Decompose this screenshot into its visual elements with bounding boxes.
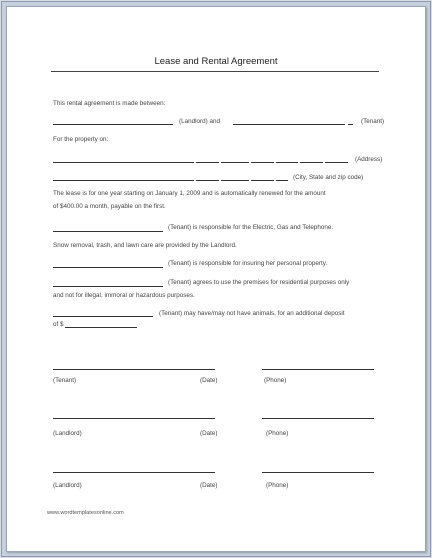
document-window-frame xyxy=(1,1,431,557)
utilities-tenant-field[interactable] xyxy=(53,231,163,232)
term-text-line2: of $400.00 a month, payable on the first. xyxy=(53,203,166,210)
term-text-line1: The lease is for one year starting on January 1, 2009 and is automatically renewed for the amount xyxy=(53,190,326,197)
animals-text-line1: (Tenant) may have/may not have animals, for an additional deposit xyxy=(159,310,345,317)
signature-role-label: (Landlord) xyxy=(53,482,82,489)
address-field-seg7[interactable] xyxy=(325,162,348,163)
address-field-seg6[interactable] xyxy=(300,162,323,163)
city-field-seg2[interactable] xyxy=(196,180,219,181)
city-field-seg1[interactable] xyxy=(53,180,194,181)
address-field-seg5[interactable] xyxy=(276,162,298,163)
landlord2-signature-field[interactable] xyxy=(53,472,215,473)
signature-date-label: (Date) xyxy=(200,430,218,437)
address-field-seg1[interactable] xyxy=(53,162,194,163)
landlord-signature-field[interactable] xyxy=(53,418,215,419)
signature-date-label: (Date) xyxy=(200,377,218,384)
signature-phone-label: (Phone) xyxy=(266,430,289,437)
utilities-text: (Tenant) is responsible for the Electric, Gas and Telephone. xyxy=(168,224,334,231)
use-tenant-field[interactable] xyxy=(53,286,163,287)
landlord-name-field[interactable] xyxy=(53,124,173,125)
signature-phone-label: (Phone) xyxy=(264,377,287,384)
tenant-name-field[interactable] xyxy=(233,124,345,125)
city-field-seg3[interactable] xyxy=(221,180,249,181)
tenant-label: (Tenant) xyxy=(361,118,385,125)
signature-date-label: (Date) xyxy=(200,482,218,489)
address-field-seg3[interactable] xyxy=(221,162,249,163)
address-label: (Address) xyxy=(355,156,383,163)
signature-role-label: (Tenant) xyxy=(53,377,77,384)
landlord-phone-field[interactable] xyxy=(262,418,374,419)
landlord-label: (Landlord) and xyxy=(179,118,220,125)
insurance-tenant-field[interactable] xyxy=(53,267,163,268)
animals-tenant-field[interactable] xyxy=(53,316,153,317)
city-field-seg4[interactable] xyxy=(251,180,274,181)
deposit-amount-field[interactable] xyxy=(65,327,137,328)
snow-removal-text: Snow removal, trash, and lawn care are provided by the Landlord. xyxy=(53,242,237,249)
intro-text: This rental agreement is made between: xyxy=(53,100,166,107)
deposit-prefix: of $ xyxy=(53,321,64,328)
address-field-seg4[interactable] xyxy=(251,162,274,163)
use-text-line2: and not for illegal, immoral or hazardous purposes. xyxy=(53,292,195,299)
document-page xyxy=(6,6,426,552)
address-field-seg2[interactable] xyxy=(196,162,219,163)
tenant-phone-field[interactable] xyxy=(262,369,374,370)
signature-phone-label: (Phone) xyxy=(266,482,289,489)
tenant-name-field-end xyxy=(348,124,353,125)
insurance-text: (Tenant) is responsible for insuring her personal property. xyxy=(168,260,328,267)
property-intro-text: For the property on: xyxy=(53,136,109,143)
use-text-line1: (Tenant) agrees to use the premises for residential purposes only xyxy=(168,279,350,286)
tenant-signature-field[interactable] xyxy=(53,369,215,370)
landlord2-phone-field[interactable] xyxy=(262,472,374,473)
signature-role-label: (Landlord) xyxy=(53,430,82,437)
page-title: Lease and Rental Agreement xyxy=(154,56,278,67)
city-label: (City, State and zip code) xyxy=(293,174,364,181)
title-underline xyxy=(51,71,379,72)
footer-url: www.wordtemplatesonline.com xyxy=(47,510,124,516)
city-field-seg5[interactable] xyxy=(276,180,288,181)
